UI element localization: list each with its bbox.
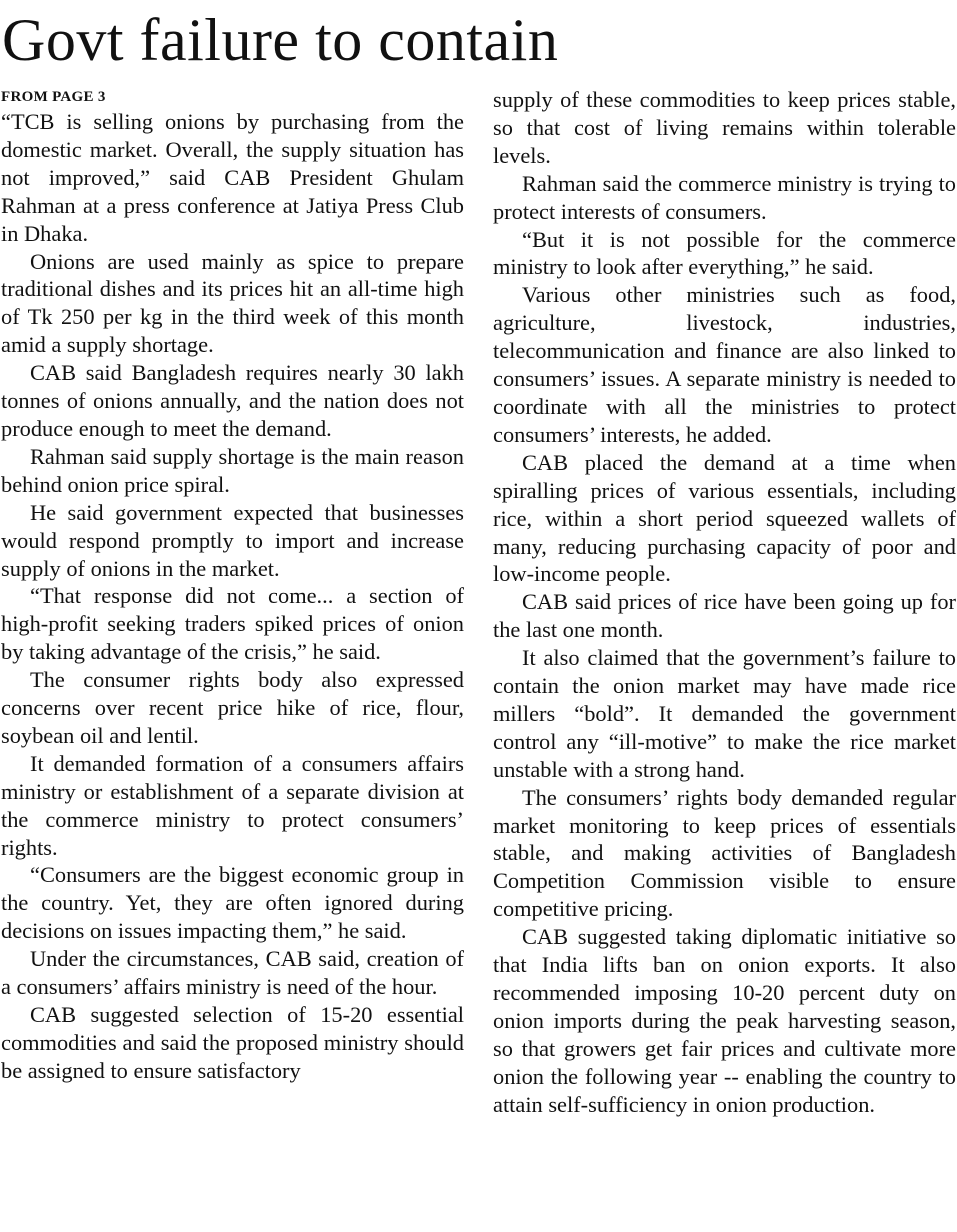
paragraph: It also claimed that the government’s failure to contain the onion market may have made rice millers “bold”. It demanded the government control any “ill-motive” to make the rice market unstable with a strong hand. xyxy=(493,645,956,782)
paragraph: The consumers’ rights body demanded regular market monitoring to keep prices of essentials stable, and making activities of Bangladesh Competition Commission visible to ensure competitive pricing. xyxy=(493,784,956,922)
paragraph: Under the circumstances, CAB said, creation of a consumers’ affairs ministry is need of the hour. xyxy=(1,946,464,1000)
paragraph: “TCB is selling onions by purchasing from the domestic market. Overall, the supply situation has not improved,” said CAB President Ghulam Rahman at a press conference at Jatiya Press Club in Dhaka. xyxy=(1,109,464,246)
paragraph: “That response did not come... a section of high-profit seeking traders spiked prices of onion by taking advantage of the crisis,” he said. xyxy=(1,583,464,665)
paragraph: Rahman said the commerce ministry is trying to protect interests of consumers. xyxy=(493,170,956,224)
article-column-left xyxy=(1,86,464,1085)
paragraph: CAB said Bangladesh requires nearly 30 lakh tonnes of onions annually, and the nation does not produce enough to meet the demand. xyxy=(1,360,464,441)
paragraph: “But it is not possible for the commerce ministry to look after everything,” he said. xyxy=(493,226,956,280)
paragraph: Onions are used mainly as spice to prepare traditional dishes and its prices hit an all-time high of Tk 250 per kg in the third week of this month amid a supply shortage. xyxy=(1,248,464,358)
paragraph: Rahman said supply shortage is the main reason behind onion price spiral. xyxy=(1,443,464,497)
jump-line: FROM PAGE 3 xyxy=(1,89,106,105)
paragraph: Various other ministries such as food, agriculture, livestock, industries, telecommunication and finance are also linked to consumers’ issues. A separate ministry is needed to coordinate with all the ministries to protect consumers’ interests, he added. xyxy=(493,282,956,447)
paragraph: CAB placed the demand at a time when spiralling prices of various essentials, including rice, within a short period squeezed wallets of many, reducing purchasing capacity of poor and low-income people. xyxy=(493,449,956,587)
paragraph: The consumer rights body also expressed concerns over recent price hike of rice, flour, soybean oil and lentil. xyxy=(1,667,464,748)
paragraph: CAB suggested selection of 15-20 essential commodities and said the proposed ministry should be assigned to ensure satisfactory xyxy=(1,1002,464,1083)
paragraph: It demanded formation of a consumers affairs ministry or establishment of a separate division at the commerce ministry to protect consumers’ rights. xyxy=(1,750,464,860)
paragraph: CAB suggested taking diplomatic initiative so that India lifts ban on onion exports. It also recommended imposing 10-20 percent duty on onion imports during the peak harvesting season, so that growers get fair prices and cultivate more onion the following year -- enabling the country to attain self-sufficiency in onion production. xyxy=(493,924,956,1117)
paragraph: He said government expected that businesses would respond promptly to import and increase supply of onions in the market. xyxy=(1,499,464,581)
headline: Govt failure to contain xyxy=(2,7,559,73)
paragraph: CAB said prices of rice have been going up for the last one month. xyxy=(493,589,956,643)
paragraph: “Consumers are the biggest economic group in the country. Yet, they are often ignored during decisions on issues impacting them,” he said. xyxy=(1,862,464,944)
paragraph: supply of these commodities to keep prices stable, so that cost of living remains within tolerable levels. xyxy=(493,87,956,168)
article-column-right xyxy=(493,86,956,1119)
